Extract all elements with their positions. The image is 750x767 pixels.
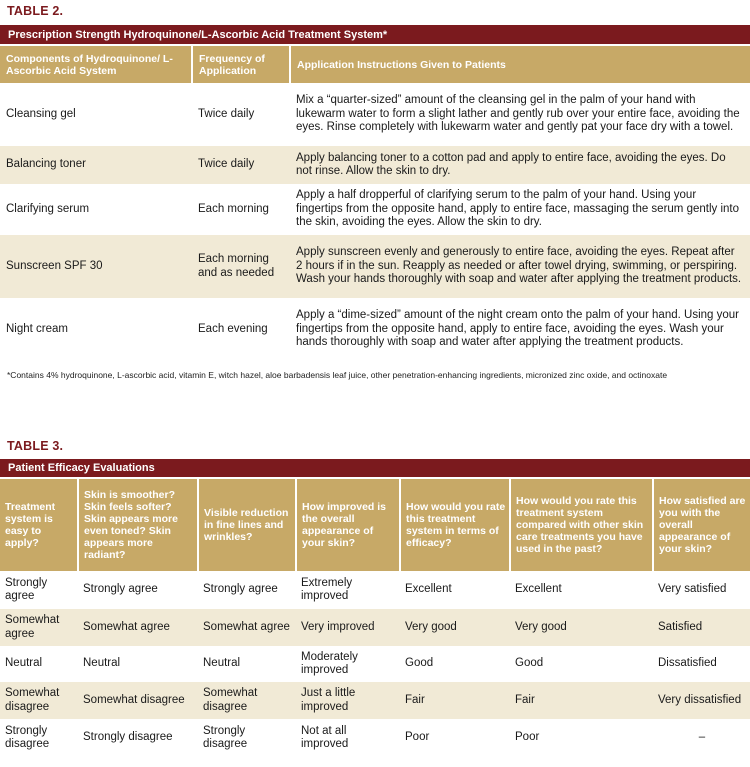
table2-cell: Twice daily (192, 146, 290, 184)
table3 (0, 479, 750, 757)
table-row (0, 682, 750, 719)
table3-cell: Neutral (5, 657, 43, 670)
table3-cell: Excellent (515, 583, 562, 596)
table2-cell: Apply a half dropperful of clarifying serum to the palm of your hand. Using your fingertips from the opposite hand, apply to entire face, massaging the serum gently into the skin, avoiding the eyes. Allow the skin to dry. (296, 189, 740, 229)
table3-cell: Strongly agree (83, 583, 158, 596)
table2-cell: Sunscreen SPF 30 (0, 235, 192, 298)
table3-cell: Somewhat agree (78, 609, 198, 646)
table3-cell: Poor (515, 731, 540, 744)
table-row (0, 571, 750, 609)
table2-title: Prescription Strength Hydroquinone/L-Ascorbic Acid Treatment System* (8, 28, 388, 41)
table3-header-comparison: How would you rate this treatment system compared with other skin care treatments you have used in the past? (510, 479, 653, 571)
table-row (0, 719, 750, 757)
table3-cell: Moderately improved (301, 650, 358, 676)
table-row (0, 646, 750, 682)
table3-cell: Somewhat agree (198, 609, 296, 646)
table3-header-efficacy: How would you rate this treatment system in terms of efficacy? (400, 479, 510, 571)
table2-cell: Clarifying serum (6, 202, 90, 215)
table3-cell: – (698, 731, 706, 744)
table3-cell: Very good (510, 609, 653, 646)
table2-cell: Balancing toner (0, 146, 192, 184)
table2-header-components: Components of Hydroquinone/ L-Ascorbic Acid System (0, 46, 192, 83)
table3-cell: Fair (400, 682, 510, 719)
table3-cell: Good (405, 657, 434, 670)
table2-header-instructions: Application Instructions Given to Patients (290, 46, 750, 83)
table3-cell: Strongly disagree (83, 731, 173, 744)
table3-cell: Very satisfied (658, 583, 727, 596)
table3-cell: Not at all improved (301, 724, 349, 750)
table3-title: Patient Efficacy Evaluations (8, 462, 155, 474)
table2-cell: Apply sunscreen evenly and generously to entire face, avoiding the eyes. Repeat after 2 hours if in the sun. Reapply as needed or after towel drying, swimming, or perspiring. Wash your hands thoroughly with soap and water after applying the treatment products. (290, 235, 750, 298)
table3-label: TABLE 3. (7, 439, 64, 453)
table3-cell: Very dissatisfied (653, 682, 750, 719)
table3-cell: Extremely improved (301, 576, 353, 602)
table2-cell: Each morning and as needed (192, 235, 290, 298)
table3-cell: Fair (510, 682, 653, 719)
table3-header-fine-lines: Visible reduction in fine lines and wrinkles? (198, 479, 296, 571)
table3-cell: Somewhat agree (0, 609, 78, 646)
table3-title-bar (0, 459, 750, 477)
table3-cell: Very good (400, 609, 510, 646)
table3-cell: Very improved (296, 609, 400, 646)
table3-header-overall-improvement: How improved is the overall appearance of your skin? (296, 479, 400, 571)
table3-cell: Neutral (83, 657, 121, 670)
table3-cell: Poor (405, 731, 430, 744)
table3-cell: Strongly disagree (5, 724, 50, 750)
table2-cell: Apply a “dime-sized” amount of the night cream onto the palm of your hand. Using your fingertips from the opposite hand, apply to entire face, avoiding the eyes. Wash your hands thoroughly with soap and water after applying the treatment products. (296, 309, 739, 349)
table3-cell: Dissatisfied (658, 657, 717, 670)
table2-cell: Night cream (6, 322, 68, 335)
table-row (0, 235, 750, 298)
table2-header-frequency: Frequency of Application (192, 46, 290, 83)
table2-title-bar (0, 25, 750, 44)
table3-cell: Strongly agree (5, 576, 48, 602)
table-row (0, 83, 750, 146)
table2-cell: Cleansing gel (6, 107, 76, 120)
table3-cell: Strongly agree (203, 583, 278, 596)
table2-footnote: *Contains 4% hydroquinone, L-ascorbic acid, vitamin E, witch hazel, aloe barbadensis leaf juice, other penetration-enhancing ingredients, micronized zinc oxide, and octinoxate (7, 370, 668, 380)
table2-header-row (0, 46, 750, 83)
table2-cell: Twice daily (198, 107, 255, 120)
table3-header-skin-smoother: Skin is smoother? Skin feels softer? Skin appears more even toned? Skin appears more radiant? (78, 479, 198, 571)
table2-cell: Mix a “quarter-sized” amount of the cleansing gel in the palm of your hand with lukewarm water to form a slight lather and gently rub over your entire face, avoiding the eyes. Rinse completely with lukewarm water and gently pat your face dry with a towel. (296, 94, 740, 134)
table3-cell: Somewhat disagree (0, 682, 78, 719)
table3-cell: Neutral (203, 657, 241, 670)
table2-cell: Apply balancing toner to a cotton pad and apply to entire face, avoiding the eyes. Do not rinse. Allow the skin to dry. (290, 146, 750, 184)
table3-cell: Just a little improved (296, 682, 400, 719)
table3-header-satisfaction: How satisfied are you with the overall appearance of your skin? (653, 479, 750, 571)
table3-cell: Satisfied (653, 609, 750, 646)
table3-cell: Somewhat disagree (78, 682, 198, 719)
table2-label: TABLE 2. (7, 4, 64, 18)
table-row (0, 298, 750, 361)
table3-cell: Strongly disagree (203, 724, 248, 750)
table3-cell: Good (515, 657, 544, 670)
table-row (0, 184, 750, 235)
table3-header-row (0, 479, 750, 571)
table2 (0, 46, 750, 361)
table2-cell: Each morning (198, 202, 269, 215)
table-row (0, 609, 750, 646)
table3-header-easy-to-apply: Treatment system is easy to apply? (0, 479, 78, 571)
table3-cell: Excellent (405, 583, 452, 596)
table-row (0, 146, 750, 184)
table3-cell: Somewhat disagree (198, 682, 296, 719)
table2-cell: Each evening (198, 322, 268, 335)
